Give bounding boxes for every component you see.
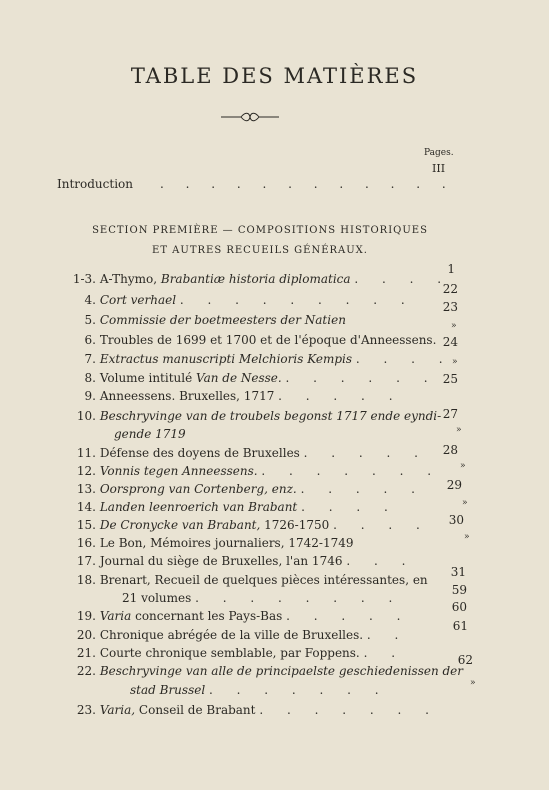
entry-number: 21. <box>76 646 96 660</box>
toc-entry <box>62 664 463 678</box>
entry-page: » <box>462 498 468 508</box>
entry-page: 1 <box>447 262 455 276</box>
entry-continuation: stad Brussel . . . . . . . <box>130 683 389 697</box>
toc-entry: 7. Extractus manuscripti Melchioris Kempis . . . . <box>62 352 453 366</box>
entry-page: » <box>460 461 466 471</box>
toc-entry: 19. Varia concernant les Pays-Bas . . . . . <box>62 609 410 623</box>
entry-number: 5. <box>84 313 96 327</box>
entry-text-italic: Vonnis tegen Anneessens. <box>99 464 258 478</box>
entry-continuation: 21 volumes . . . . . . . . <box>122 591 403 605</box>
entry-number: 1-3. <box>72 272 96 286</box>
entry-number: 10. <box>76 409 96 423</box>
entry-text: Journal du siège de Bruxelles, l'an 1746 <box>99 554 343 568</box>
toc-entry: 23. Varia, Conseil de Brabant . . . . . . . <box>62 703 439 717</box>
toc-entry: 1-3. A-Thymo, Brabantiæ historia diplomatica . . . . <box>62 272 451 286</box>
entry-text-italic: Cort verhael <box>99 293 177 307</box>
entry-number: 23. <box>76 703 96 717</box>
entry-page: 27 <box>442 407 458 421</box>
entry-page: 59 <box>451 583 467 597</box>
entry-text-italic: Beschryvinge van alle de principaelste geschiedenissen der <box>99 664 464 678</box>
entry-text: Chronique abrégée de la ville de Bruxelles. <box>99 628 364 642</box>
entry-number: 11. <box>76 446 96 460</box>
toc-entry: 4. Cort verhael . . . . . . . . . <box>62 293 415 307</box>
entry-page: » <box>464 532 470 542</box>
entry-text-italic: Beschryvinge van de troubels begonst 1717 ende eyndi- <box>99 409 442 423</box>
section-heading-line-2: ET AUTRES RECUEILS GÉNÉRAUX. <box>152 245 368 256</box>
toc-entry: 17. Journal du siège de Bruxelles, l'an 1746 . . . <box>62 554 415 568</box>
toc-entry: 20. Chronique abrégée de la ville de Bruxelles. . . <box>62 628 408 642</box>
entry-page: 22 <box>442 282 458 296</box>
entry-number: 20. <box>76 628 96 642</box>
toc-entry: 12. Vonnis tegen Anneessens. . . . . . . . <box>62 464 441 478</box>
entry-page: 29 <box>446 478 462 492</box>
entry-page: 23 <box>442 300 458 314</box>
entry-text: Défense des doyens de Bruxelles <box>99 446 300 460</box>
entry-page: 28 <box>442 443 458 457</box>
entry-page: » <box>451 321 457 331</box>
entry-text-italic: Brabantiæ historia diplomatica <box>160 272 351 286</box>
entry-text: Volume intitulé <box>99 371 197 385</box>
entry-number: 19. <box>76 609 96 623</box>
entry-text: Troubles de 1699 et 1700 et de l'époque d'Anneessens. <box>99 333 437 347</box>
entry-page: 62 <box>457 653 473 667</box>
entry-page: 60 <box>451 600 467 614</box>
ornament-divider-icon <box>221 112 279 122</box>
toc-entry: 21. Courte chronique semblable, par Foppens. . . <box>62 646 405 660</box>
entry-text-italic: De Cronycke van Brabant, <box>99 518 265 532</box>
entry-number: 18. <box>76 573 96 587</box>
entry-text-italic: Varia, <box>99 703 139 717</box>
entry-text-italic: Commissie der boetmeesters der Natien <box>99 313 346 327</box>
entry-text-italic: Varia <box>99 609 136 623</box>
entry-page: » <box>470 678 476 688</box>
entry-number: 6. <box>84 333 96 347</box>
section-heading-line-1: SECTION PREMIÈRE — COMPOSITIONS HISTORIQUES <box>92 225 428 236</box>
entry-text-italic: Landen leenroerich van Brabant <box>99 500 298 514</box>
introduction-label: Introduction <box>57 177 133 191</box>
entry-page: 61 <box>452 619 468 633</box>
entry-text-italic: Van de Nesse. <box>196 371 282 385</box>
toc-entry <box>62 313 346 327</box>
toc-entry: 11. Défense des doyens de Bruxelles . . . . . <box>62 446 428 460</box>
toc-entry: 9. Anneessens. Bruxelles, 1717 . . . . . <box>62 389 403 403</box>
entry-text-italic: Oorsprong van Cortenberg, enz. <box>99 482 297 496</box>
entry-number: 14. <box>76 500 96 514</box>
entry-text: Le Bon, Mémoires journaliers, 1742-1749 <box>99 536 354 550</box>
entry-text: Brenart, Recueil de quelques pièces intéressantes, en <box>99 573 428 587</box>
toc-entry <box>62 536 353 550</box>
toc-entry: 13. Oorsprong van Cortenberg, enz. . . . . . <box>62 482 425 496</box>
entry-text: Conseil de Brabant <box>138 703 256 717</box>
page-title: TABLE DES MATIÈRES <box>130 64 419 88</box>
entry-page: » <box>452 357 458 367</box>
pages-column-label: Pages. <box>424 148 454 158</box>
entry-text: 1726-1750 <box>264 518 330 532</box>
entry-number: 4. <box>84 293 96 307</box>
toc-entry: 15. De Cronycke van Brabant, 1726-1750 . . . . <box>62 518 430 532</box>
entry-number: 9. <box>84 389 96 403</box>
entry-text: concernant les Pays-Bas <box>135 609 283 623</box>
entry-page: 30 <box>448 513 464 527</box>
entry-text: 21 volumes <box>122 591 192 605</box>
introduction-page-number: III <box>432 162 446 175</box>
entry-number: 15. <box>76 518 96 532</box>
entry-number: 16. <box>76 536 96 550</box>
toc-entry: 14. Landen leenroerich van Brabant . . . . <box>62 500 398 514</box>
entry-number: 13. <box>76 482 96 496</box>
toc-entry: 8. Volume intitulé Van de Nesse. . . . . . . <box>62 371 438 385</box>
entry-text: Anneessens. Bruxelles, 1717 <box>99 389 275 403</box>
entry-text-italic: stad Brussel <box>130 683 206 697</box>
toc-entry <box>62 573 428 587</box>
entry-text: A-Thymo, <box>99 272 161 286</box>
entry-page: 24 <box>442 335 458 349</box>
entry-number: 17. <box>76 554 96 568</box>
entry-text-italic: Extractus manuscripti Melchioris Kempis <box>99 352 352 366</box>
entry-number: 7. <box>84 352 96 366</box>
entry-page: 31 <box>450 565 466 579</box>
entry-page: » <box>456 425 462 435</box>
entry-number: 12. <box>76 464 96 478</box>
toc-entry <box>62 333 436 347</box>
entry-number: 22. <box>76 664 96 678</box>
entry-text: Courte chronique semblable, par Foppens. <box>99 646 360 660</box>
entry-number: 8. <box>84 371 96 385</box>
toc-entry <box>62 409 441 423</box>
entry-page: 25 <box>442 372 458 386</box>
leader-dots: . . . . . . . . . . . . <box>160 177 455 191</box>
entry-continuation: gende 1719 <box>114 427 186 441</box>
